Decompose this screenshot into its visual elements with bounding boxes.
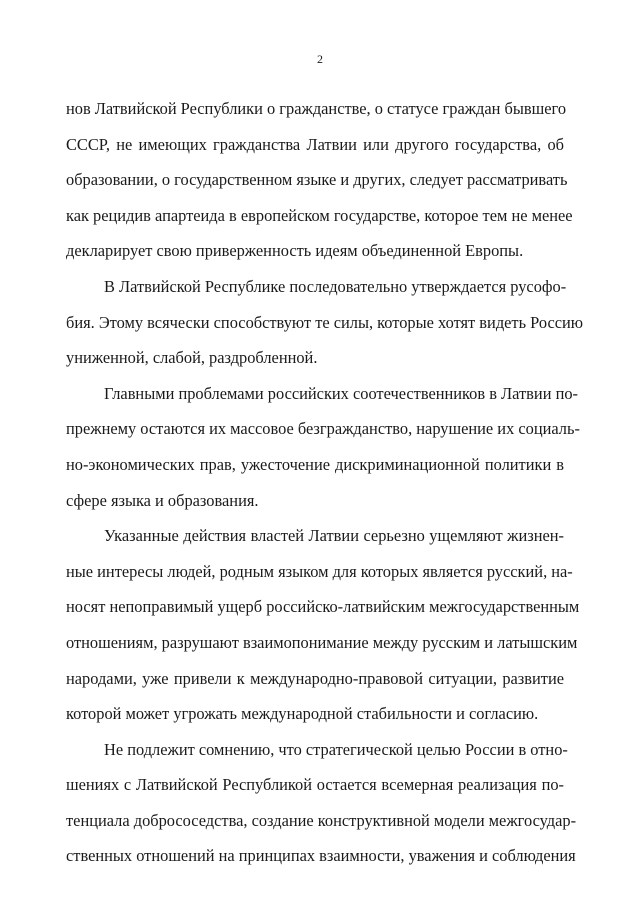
paragraph-line: шениях с Латвийской Республикой остается всемерная реализация по- [66,775,564,795]
paragraph-line: Указанные действия властей Латвии серьезно ущемляют жизнен- [104,526,564,546]
paragraph-line: носят непоправимый ущерб российско-латвийским межгосударственным [66,597,580,617]
paragraph-4 [66,518,580,732]
paragraph-line: ственных отношений на принципах взаимности, уважения и соблюдения [66,846,576,866]
paragraph-line: народами, уже привели к международно-правовой ситуации, развитие [66,668,564,688]
paragraph-line: тенциала добрососедства, создание конструктивной модели межгосудар- [66,810,577,830]
paragraph-3 [66,376,580,518]
paragraph-line: Не подлежит сомнению, что стратегической целью России в отно- [104,739,568,759]
document-body [66,91,584,874]
paragraph-line: В Латвийской Республике последовательно утверждается русофо- [104,276,567,296]
paragraph-line: СССР, не имеющих гражданства Латвии или другого государства, об [66,134,564,154]
paragraph-line: сфере языка и образования. [66,490,259,510]
paragraph-line: образовании, о государственном языке и других, следует рассматривать [66,170,568,190]
paragraph-line: прежнему остаются их массовое безгражданство, нарушение их социаль- [66,419,580,439]
paragraph-line: которой может угрожать международной стабильности и согласию. [66,704,539,724]
paragraph-line: ные интересы людей, родным языком для которых является русский, на- [66,561,573,581]
paragraph-2 [66,269,584,376]
paragraph-line: но-экономических прав, ужесточение дискриминационной политики в [66,454,564,474]
paragraph-line: бия. Этому всячески способствуют те силы, которые хотят видеть Россию [66,312,584,332]
paragraph-5 [66,732,577,874]
paragraph-1 [66,91,573,269]
paragraph-line: как рецидив апартеида в европейском государстве, которое тем не менее [66,205,573,225]
paragraph-line: униженной, слабой, раздробленной. [66,348,318,368]
paragraph-line: Главными проблемами российских соотечественников в Латвии по- [104,383,578,403]
paragraph-line: нов Латвийской Республики о гражданстве, о статусе граждан бывшего [66,99,567,118]
paragraph-line: отношениям, разрушают взаимопонимание между русским и латышским [66,632,578,652]
page-number: 2 [317,52,323,66]
paragraph-line: декларирует свою приверженность идеям объединенной Европы. [66,241,524,261]
